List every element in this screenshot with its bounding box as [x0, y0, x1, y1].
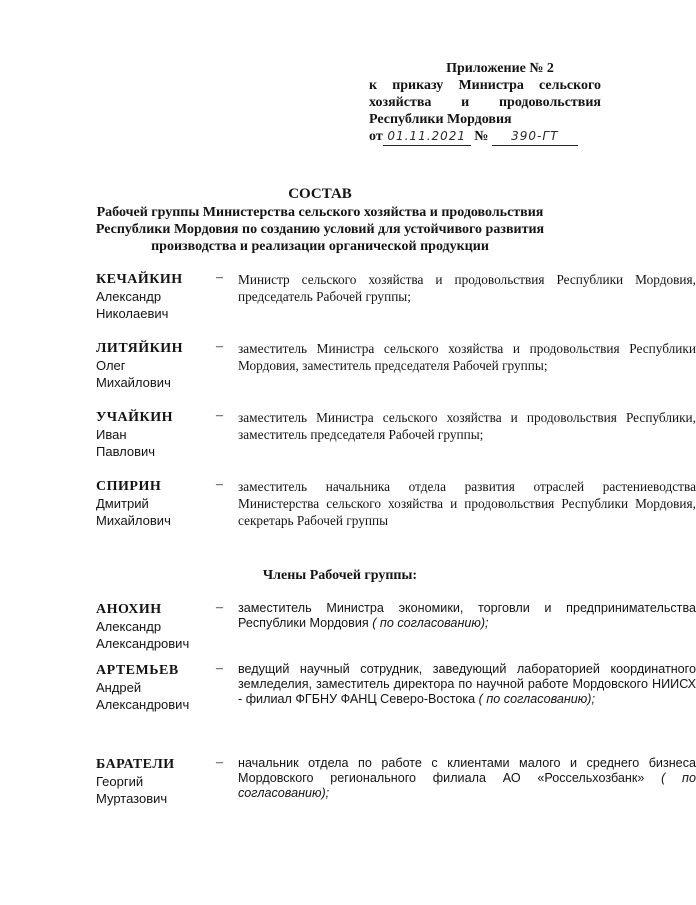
person-patronymic: Павлович [96, 444, 156, 459]
member-role-text: ведущий научный сотрудник, заведующий лабораторией координатного земледелия, заместитель директора по научной работе Мордовского НИИСХ - филиал ФГБНУ ФАНЦ Северо-Востока [238, 662, 696, 706]
entry-dash: – [216, 755, 223, 770]
person-patronymic: Михайлович [96, 513, 171, 528]
entry-dash: – [216, 600, 223, 615]
member-surname: БАРАТЕЛИ [96, 757, 175, 772]
title-line-3: производства и реализации органической продукции [151, 239, 489, 254]
appendix-date-line [369, 128, 601, 146]
number-prefix: № [474, 129, 489, 144]
person-given-names [96, 426, 226, 460]
person-surname: УЧАЙКИН [96, 410, 173, 425]
person-name: Александр [96, 289, 162, 304]
member-role [238, 662, 696, 707]
person-name: Дмитрий [96, 496, 149, 511]
member-surname: АНОХИН [96, 602, 162, 617]
appendix-title: Приложение № 2 [446, 61, 554, 76]
approval-note: ( по согласованию); [372, 616, 489, 630]
member-role [238, 756, 696, 801]
member-role-text: начальник отдела по работе с клиентами малого и среднего бизнеса Мордовского регионального филиала АО «Россельхозбанк» [238, 756, 696, 785]
person-given-names [96, 495, 226, 529]
document-title [80, 185, 560, 255]
entry-dash: – [216, 661, 223, 676]
person-surname: КЕЧАЙКИН [96, 272, 183, 287]
member-role-text: заместитель Министра экономики, торговли и предпринимательства Республики Мордовия [238, 601, 696, 630]
member-name: Андрей [96, 680, 142, 695]
appendix-line-4: Республики Мордовия [369, 112, 512, 127]
person-patronymic: Николаевич [96, 306, 169, 321]
member-given-names [96, 679, 226, 713]
member-surname: АРТЕМЬЕВ [96, 663, 179, 678]
member-name: Александр [96, 619, 162, 634]
member-patronymic: Александрович [96, 697, 190, 712]
person-surname: СПИРИН [96, 479, 162, 494]
member-name: Георгий [96, 774, 144, 789]
member-patronymic: Александрович [96, 636, 190, 651]
appendix-line-2: к приказу Министра сельского [369, 78, 601, 93]
approval-note: ( по согласованию); [478, 692, 595, 706]
members-heading: Члены Рабочей группы: [262, 568, 418, 583]
entry-dash: – [216, 408, 223, 423]
person-patronymic: Михайлович [96, 375, 171, 390]
entry-dash: – [216, 477, 223, 492]
member-given-names [96, 773, 226, 807]
person-given-names [96, 288, 226, 322]
appendix-header [369, 60, 601, 146]
person-surname: ЛИТЯЙКИН [96, 341, 184, 356]
title-line-1: Рабочей группы Министерства сельского хозяйства и продовольствия [96, 205, 544, 220]
date-value: 01.11.2021 [383, 128, 471, 146]
person-name: Иван [96, 427, 127, 442]
person-given-names [96, 357, 226, 391]
person-role: заместитель Министра сельского хозяйства и продовольствия Республики, заместитель председателя Рабочей группы; [238, 410, 696, 442]
appendix-line-3: хозяйства и продовольствия [369, 95, 601, 110]
title-heading: СОСТАВ [288, 186, 352, 202]
approval-note: ( по согласованию); [238, 771, 696, 800]
date-prefix: от [369, 129, 383, 144]
number-value: 390-ГТ [492, 128, 578, 146]
entry-dash: – [216, 339, 223, 354]
person-name: Олег [96, 358, 126, 373]
member-role [238, 601, 696, 631]
entry-dash: – [216, 270, 223, 285]
person-role: заместитель начальника отдела развития отраслей растениеводства Министерства сельского хозяйства и продовольствия Республики Мордовия, секретарь Рабочей группы [238, 479, 696, 528]
member-patronymic: Муртазович [96, 791, 168, 806]
member-given-names [96, 618, 226, 652]
title-line-2: Республики Мордовия по созданию условий для устойчивого развития [95, 222, 545, 237]
person-role: заместитель Министра сельского хозяйства и продовольствия Республики Мордовия, заместитель председателя Рабочей группы; [238, 341, 696, 373]
person-role: Министр сельского хозяйства и продовольствия Республики Мордовия, председатель Рабочей группы; [238, 272, 696, 304]
